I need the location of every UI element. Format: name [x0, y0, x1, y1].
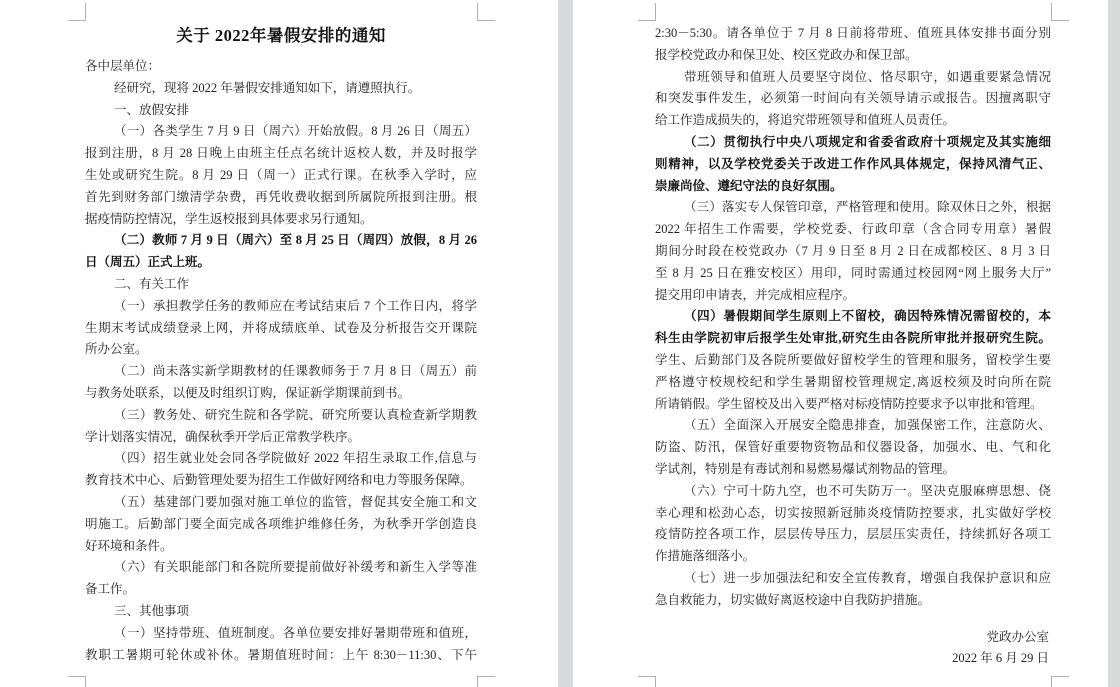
signature-date: 2022 年 6 月 29 日 [952, 651, 1049, 666]
text-line: 报学校党政办和保卫处、校区党政办和保卫部。 [655, 47, 918, 62]
text-line: （六）有关职能部门和各院所要提前做好补缓考和新生入学等准 [114, 560, 477, 575]
text-line: 学试剂，特别是有毒试剂和易燃易爆试剂物品的管理。 [655, 461, 956, 476]
text-line: 据疫情防控情况，学生返校报到具体要求另行通知。 [85, 211, 373, 226]
text-line: （五）基建部门要加强对施工单位的监管，督促其安全施工和文 [114, 494, 477, 509]
text-line: 生期末考试成绩登录上网，并将成绩底单、试卷及分析报告交开课院 [85, 320, 477, 335]
text-line: （一）坚持带班、值班制度。各单位要安排好暑期带班和值班， [114, 625, 477, 640]
text-line: 和突发事件发生，必须第一时间向有关领导请示或报告。因擅离职守 [655, 91, 1051, 106]
text-line: 至 8 月 25 日在雅安校区）用印，同时需通过校园网“网上服务大厅” [655, 265, 1051, 280]
text-line: （二）尚未落实新学期教材的任课教师务于 7 月 8 日（周五）前 [114, 364, 477, 379]
document-title: 关于 2022年暑假安排的通知 [176, 26, 386, 45]
text-line: 崇廉尚俭、遵纪守法的良好氛围。 [655, 178, 843, 193]
text-line: 科生由学院初审后报学生处审批,研究生由各院所审批并报研究生院。 [655, 331, 1051, 346]
text-line: 一、放假安排 [114, 102, 190, 117]
text-line: （五）全面深入开展安全隐患排查，加强保密工作，注意防火、 [684, 418, 1051, 433]
canvas-right-strip [1108, 0, 1120, 687]
text-line: 报到注册，8 月 28 日晚上由班主任点名统计返校人数，并及时报学 [85, 146, 477, 161]
text-line: 备工作。 [85, 582, 136, 597]
crop-mark-icon [638, 3, 656, 21]
text-line: 经研究，现将 2022 年暑假安排通知如下，请遵照执行。 [114, 80, 421, 95]
text-line: 疫情防控各项工作，层层传导压力，层层压实责任，持续抓好各项工 [655, 527, 1051, 542]
text-line: 学计划落实情况，确保秋季开学后正常教学秩序。 [85, 429, 361, 444]
text-line: 期间分时段在校党政办（7 月 9 日至 8 月 2 日在成都校区、8 月 3 日 [655, 243, 1051, 258]
text-line: 幸心理和松劲心态，切实按照新冠肺炎疫情防控要求，扎实做好学校 [655, 505, 1051, 520]
page-right-text-column [655, 23, 1051, 670]
text-line: 作措施落细落小。 [655, 549, 756, 564]
text-line: 各中层单位： [85, 59, 161, 73]
crop-mark-icon [1051, 3, 1069, 21]
text-line: 2022 年招生工作需要，学校党委、行政印章（含合同专用章）暑假 [655, 222, 1051, 237]
text-line: 明施工。后勤部门要全面完成各项维护维修任务，为秋季开学创造良 [85, 516, 477, 531]
text-line: 防盗、防汛，保管好重要物资物品和仪器设备，加强水、电、气和化 [655, 440, 1051, 455]
text-line: 生处或研究生院。8 月 29 日（周一）正式行课。在秋季入学时，应 [85, 167, 477, 182]
text-line: （四）暑假期间学生原则上不留校，确因特殊情况需留校的，本 [684, 309, 1051, 324]
text-line: 所请销假。学生留校及出入要严格对标疫情防控要求予以审批和管理。 [655, 396, 1043, 411]
crop-mark-icon [68, 676, 86, 687]
page-left-lines [85, 56, 477, 666]
text-line: （七）进一步加强法纪和安全宣传教育，增强自我保护意识和应 [684, 570, 1051, 585]
text-line: 三、其他事项 [114, 603, 190, 618]
crop-mark-icon [638, 676, 656, 687]
text-line: 教育技术中心、后勤管理处要为招生工作做好网络和电力等服务保障。 [85, 473, 473, 488]
text-line: （一）承担教学任务的教师应在考试结束后 7 个工作日内，将学 [114, 298, 477, 313]
page-right [573, 0, 1108, 687]
signature-office: 党政办公室 [986, 629, 1049, 644]
signature-block [655, 627, 1051, 671]
text-line: 日（周五）正式上班。 [85, 255, 211, 270]
text-line: 首先到财务部门缴清学杂费，再凭收费收据到所属院所报到注册。根 [85, 189, 477, 204]
text-line: （一）各类学生 7 月 9 日（周六）开始放假。8 月 26 日（周五） [114, 124, 477, 139]
page-left [0, 0, 558, 687]
text-line: 带班领导和值班人员要坚守岗位、恪尽职守，如遇重要紧急情况 [684, 69, 1051, 84]
text-line: 二、有关工作 [114, 276, 190, 291]
crop-mark-icon [477, 676, 495, 687]
text-line: 与教务处联系，以便及时组织订购，保证新学期课前到书。 [85, 385, 411, 400]
crop-mark-icon [477, 3, 495, 21]
text-line: 学生、后勤部门及各院所要做好留校学生的管理和服务，留校学生要 [655, 352, 1051, 367]
crop-mark-icon [1051, 676, 1069, 687]
text-line: 严格遵守校规校纪和学生暑期留校管理规定,离返校须及时向所在院 [655, 374, 1051, 389]
text-line: （三）教务处、研究生院和各学院、研究所要认真检查新学期教 [114, 407, 477, 422]
text-line: （二）贯彻执行中央八项规定和省委省政府十项规定及其实施细 [684, 134, 1051, 149]
text-line: （二）教师 7 月 9 日（周六）至 8 月 25 日（周四）放假，8 月 26 [114, 233, 477, 248]
text-line: 急自救能力，切实做好离返校途中自我防护措施。 [655, 592, 931, 607]
page-right-lines [655, 23, 1051, 612]
text-line: （四）招生就业处会同各学院做好 2022 年招生录取工作,信息与 [114, 451, 477, 466]
text-line: 则精神，以及学校党委关于改进工作作风具体规定，保持风清气正、 [655, 156, 1051, 171]
text-line: 提交用印申请表，并完成相应程序。 [655, 287, 856, 302]
page-gap [558, 0, 573, 687]
text-line: 好环境和条件。 [85, 538, 173, 553]
text-line: 给工作造成损失的，将追究带班领导和值班人员责任。 [655, 113, 956, 128]
text-line: 教职工暑期可轮休或补休。暑期值班时间：上午 8:30－11:30、下午 [85, 647, 477, 662]
page-left-text-column [85, 20, 477, 666]
text-line: （三）落实专人保管印章，严格管理和使用。除双休日之外，根据 [684, 200, 1051, 215]
crop-mark-icon [68, 3, 86, 21]
text-line: （六）宁可十防九空，也不可失防万一。坚决克服麻痹思想、侥 [684, 483, 1051, 498]
text-line: 所办公室。 [85, 342, 148, 357]
text-line: 2:30－5:30。请各单位于 7 月 8 日前将带班、值班具体安排书面分别 [655, 26, 1051, 40]
